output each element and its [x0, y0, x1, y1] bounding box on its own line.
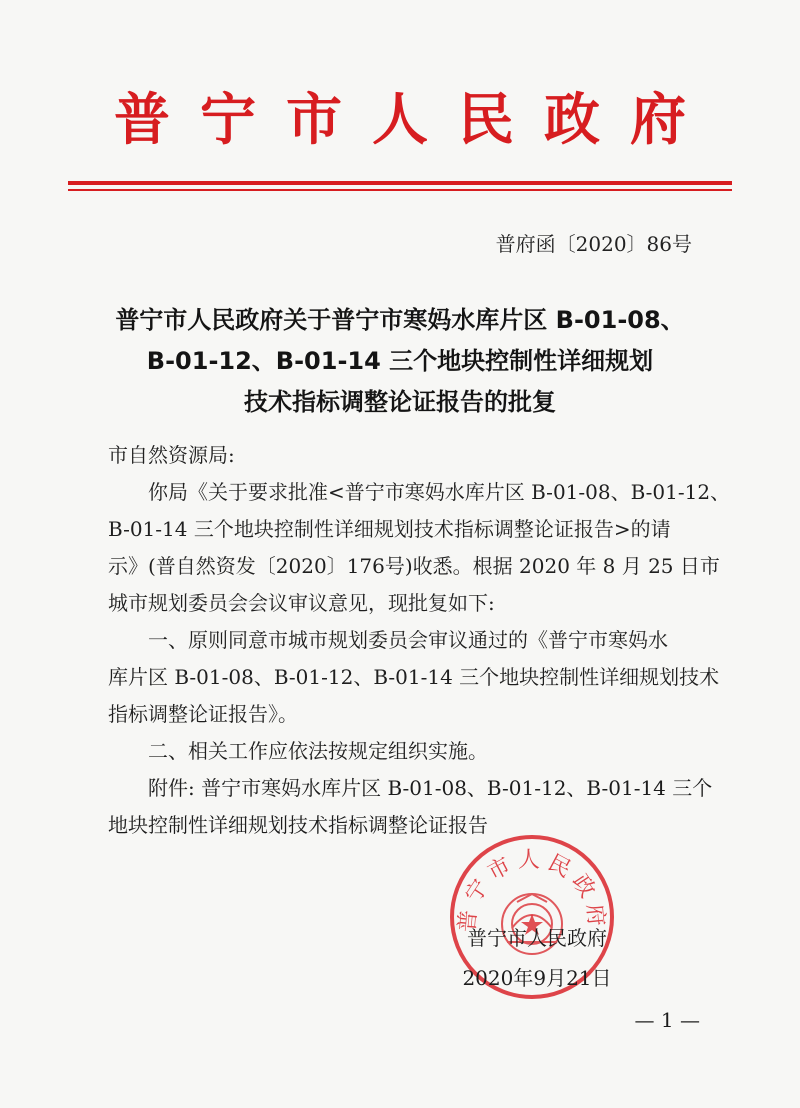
issue-date: 2020年9月21日: [462, 966, 612, 990]
document-body: [108, 437, 731, 770]
title-line-3: 技术指标调整论证报告的批复: [244, 388, 556, 416]
item-1-line-2: 库片区 B-01-08、B-01-12、B-01-14 三个地块控制性详细规划技术: [108, 665, 720, 689]
svg-text:普宁市人民政府: 普宁市人民政府: [455, 848, 609, 934]
title-line-1: 普宁市人民政府关于普宁市寒妈水库片区 B-01-08、: [115, 306, 685, 334]
title-line-2: B-01-12、B-01-14 三个地块控制性详细规划: [146, 347, 654, 375]
paragraph-1-line-1: 你局《关于要求批准<普宁市寒妈水库片区 B-01-08、B-01-12、: [148, 480, 731, 504]
masthead-rule-thick: [68, 181, 732, 185]
masthead-rule-thin: [68, 189, 732, 191]
attachment: [108, 770, 713, 844]
attachment-line-2: 地块控制性详细规划技术指标调整论证报告: [108, 813, 488, 837]
item-2: 二、相关工作应依法按规定组织实施。: [148, 739, 488, 763]
paragraph-1-line-2: B-01-14 三个地块控制性详细规划技术指标调整论证报告>的请: [108, 517, 671, 541]
paragraph-1-line-4: 城市规划委员会会议审议意见，现批复如下:: [108, 591, 495, 615]
paragraph-1-line-3: 示》(普自然资发〔2020〕176号)收悉。根据 2020 年 8 月 25 日市: [108, 554, 720, 578]
attachment-line-1: 附件: 普宁市寒妈水库片区 B-01-08、B-01-12、B-01-14 三个: [148, 776, 713, 800]
page-number: — 1 —: [634, 1008, 700, 1032]
item-1-line-3: 指标调整论证报告》。: [108, 702, 298, 726]
signature-block: [452, 918, 622, 998]
document-title: [60, 300, 740, 423]
masthead: 普宁市人民政府: [114, 87, 716, 153]
document-number: 普府函〔2020〕86号: [495, 232, 692, 256]
item-1-line-1: 一、原则同意市城市规划委员会审议通过的《普宁市寒妈水: [148, 628, 668, 652]
issuer-name: 普宁市人民政府: [467, 926, 607, 950]
addressee: 市自然资源局:: [108, 443, 235, 467]
